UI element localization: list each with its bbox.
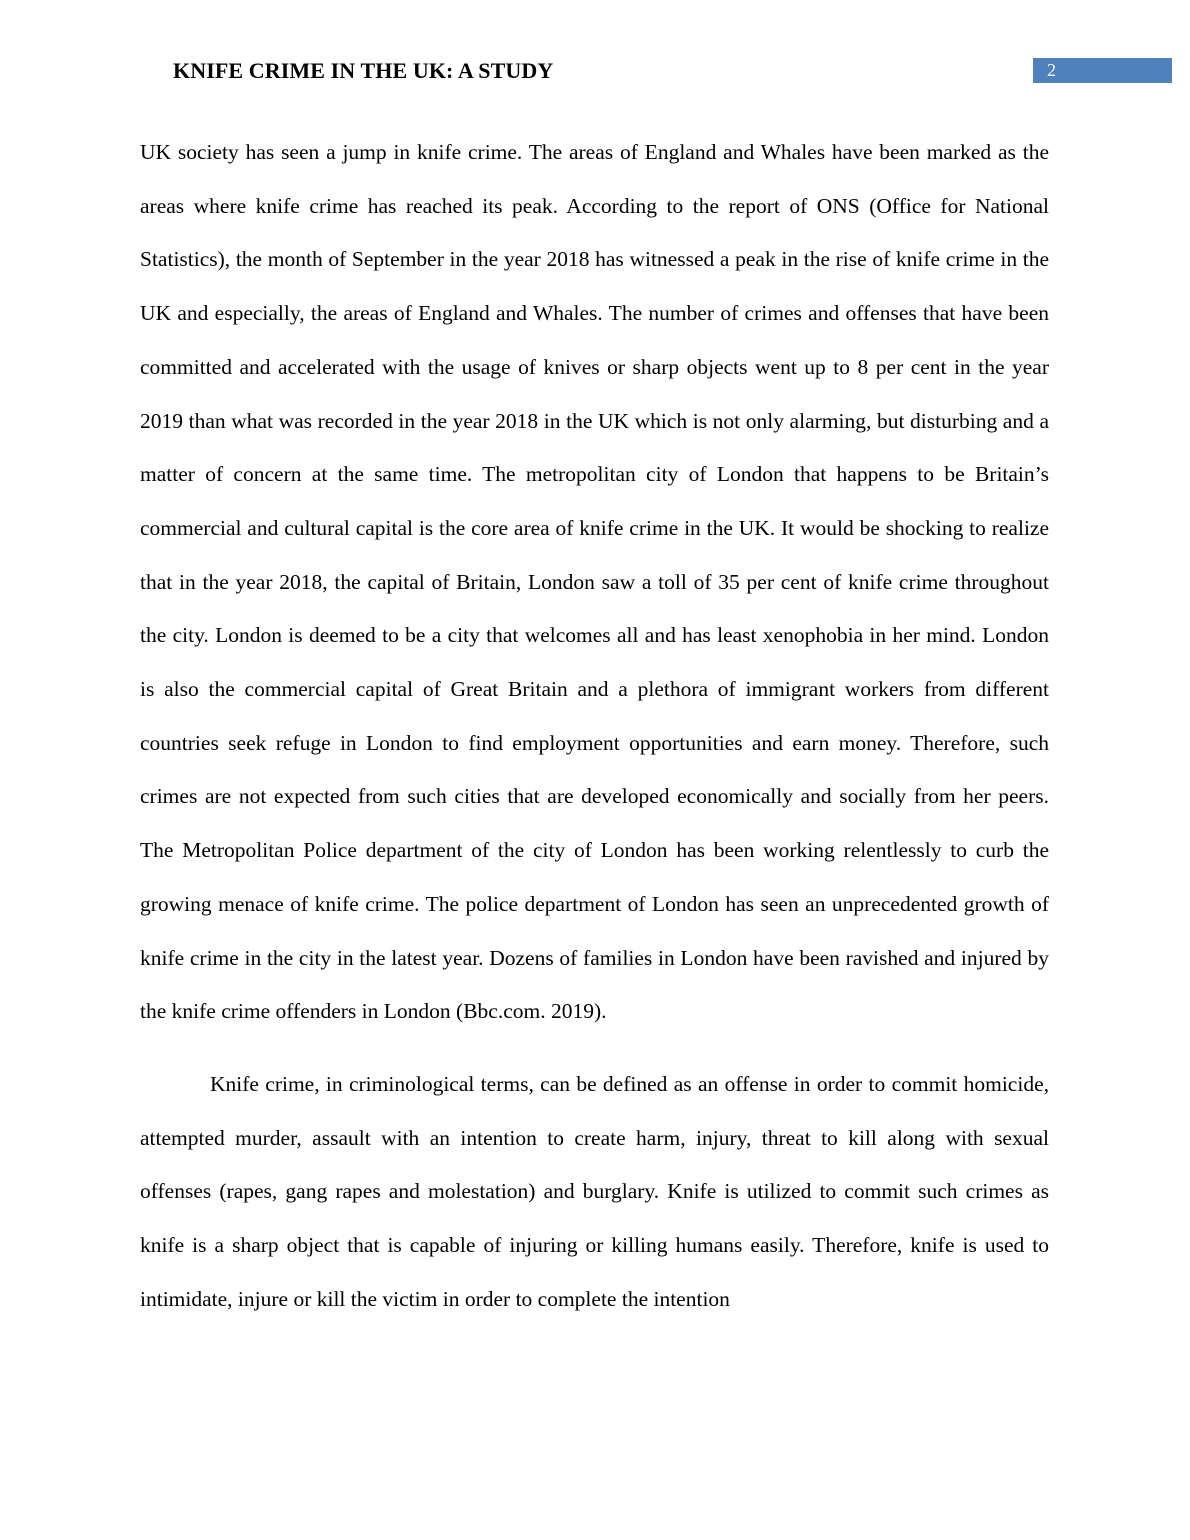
paragraph-1: UK society has seen a jump in knife crime. The areas of England and Whales have been marked as the areas where knife crime has reached its peak. According to the report of ONS (Office for National Statistics), the month of September in the year 2018 has witnessed a peak in the rise of knife crime in the UK and especially, the areas of England and Whales. The number of crimes and offenses that have been committed and accelerated with the usage of knives or sharp objects went up to 8 per cent in the year 2019 than what was recorded in the year 2018 in the UK which is not only alarming, but disturbing and a matter of concern at the same time. The metropolitan city of London that happens to be Britain’s commercial and cultural capital is the core area of knife crime in the UK. It would be shocking to realize that in the year 2018, the capital of Britain, London saw a toll of 35 per cent of knife crime throughout the city. London is deemed to be a city that welcomes all and has least xenophobia in her mind. London is also the commercial capital of Great Britain and a plethora of immigrant workers from different countries seek refuge in London to find employment opportunities and earn money. Therefore, such crimes are not expected from such cities that are developed economically and socially from her peers. The Metropolitan Police department of the city of London has been working relentlessly to curb the growing menace of knife crime. The police department of London has seen an unprecedented growth of knife crime in the city in the latest year. Dozens of families in London have been ravished and injured by the knife crime offenders in London (Bbc.com. 2019).	[140, 140, 1049, 1024]
document-body	[140, 126, 1049, 1326]
paragraph-2: Knife crime, in criminological terms, can be defined as an offense in order to commit homicide, attempted murder, assault with an intention to create harm, injury, threat to kill along with sexual offenses (rapes, gang rapes and molestation) and burglary. Knife is utilized to commit such crimes as knife is a sharp object that is capable of injuring or killing humans easily. Therefore, knife is used to intimidate, injure or kill the victim in order to complete the intention	[140, 1071, 1049, 1311]
page-number: 2	[1047, 60, 1056, 80]
running-head-title: KNIFE CRIME IN THE UK: A STUDY	[173, 58, 554, 83]
page-number-box	[1033, 58, 1172, 83]
